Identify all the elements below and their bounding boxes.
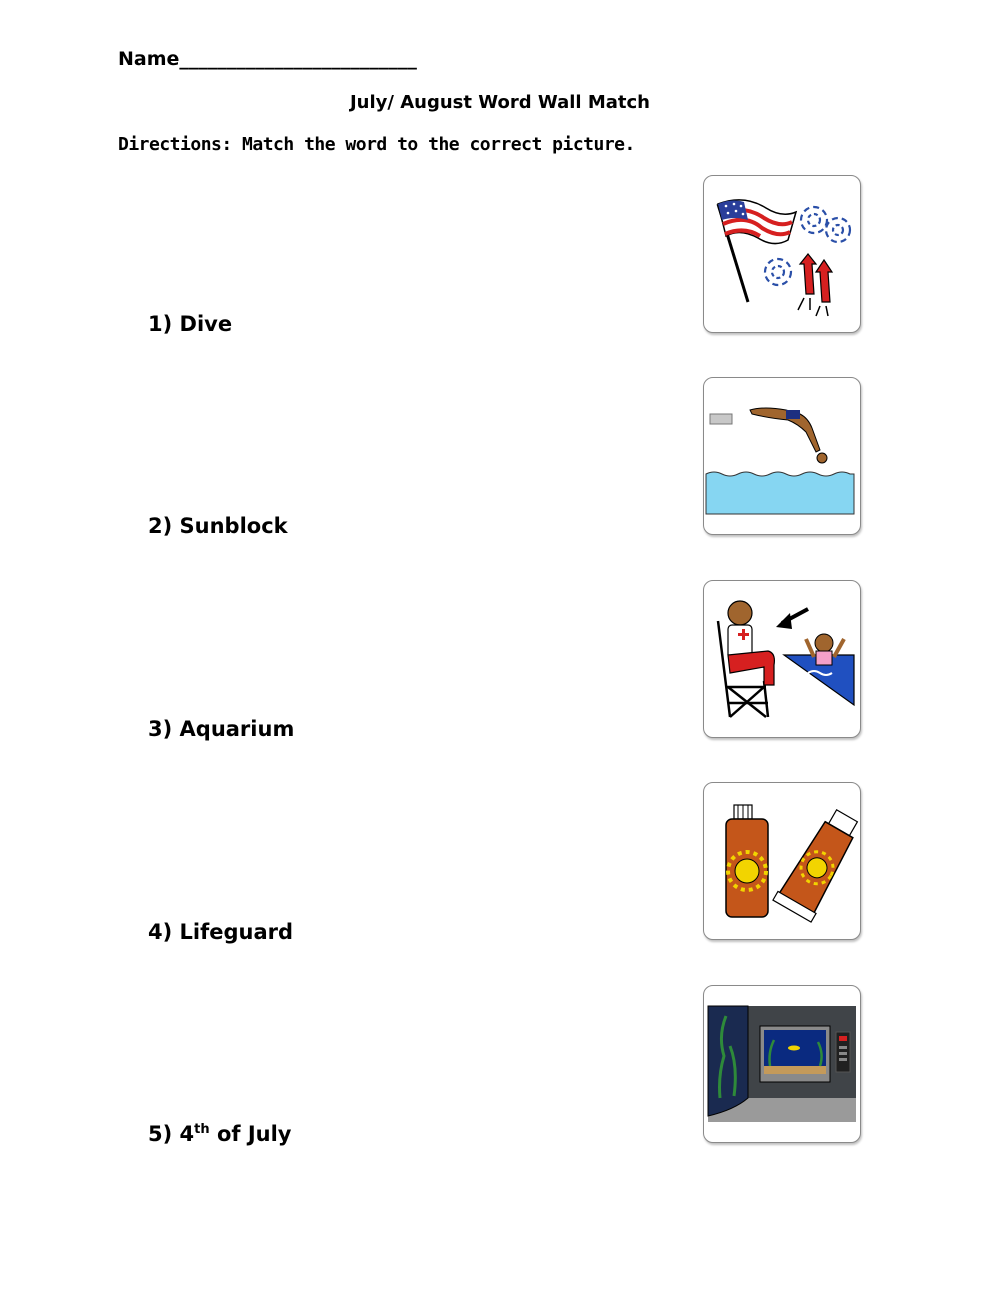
- directions-text: Directions: Match the word to the correct picture.: [118, 134, 635, 155]
- word-item-fourth-of-july[interactable]: [148, 1122, 291, 1146]
- picture-card-dive[interactable]: [703, 377, 861, 535]
- word-text: Lifeguard: [179, 920, 294, 944]
- word-number: 2): [148, 514, 173, 538]
- dive-icon: [704, 378, 860, 534]
- word-number: 1): [148, 312, 173, 336]
- word-item-dive[interactable]: [148, 312, 232, 336]
- word-text-suffix: of July: [209, 1122, 292, 1146]
- picture-card-lifeguard[interactable]: [703, 580, 861, 738]
- page-title: July/ August Word Wall Match: [349, 92, 650, 113]
- picture-card-sunblock[interactable]: [703, 782, 861, 940]
- word-item-sunblock[interactable]: [148, 514, 288, 538]
- word-item-lifeguard[interactable]: [148, 920, 293, 944]
- word-number: 3): [148, 717, 173, 741]
- word-item-aquarium[interactable]: [148, 717, 294, 741]
- sunblock-icon: [704, 783, 860, 939]
- word-number: 4): [148, 920, 173, 944]
- word-text-prefix: 4: [179, 1122, 195, 1146]
- word-text: Sunblock: [179, 514, 288, 538]
- word-text: Aquarium: [179, 717, 295, 741]
- word-text: Dive: [179, 312, 233, 336]
- word-superscript: th: [194, 1122, 210, 1137]
- aquarium-icon: [704, 986, 860, 1142]
- name-field[interactable]: Name_________________________: [118, 48, 417, 70]
- lifeguard-icon: [704, 581, 860, 737]
- fourth-of-july-icon: [704, 176, 860, 332]
- picture-card-aquarium[interactable]: [703, 985, 861, 1143]
- picture-card-fourth-of-july[interactable]: [703, 175, 861, 333]
- word-number: 5): [148, 1122, 173, 1146]
